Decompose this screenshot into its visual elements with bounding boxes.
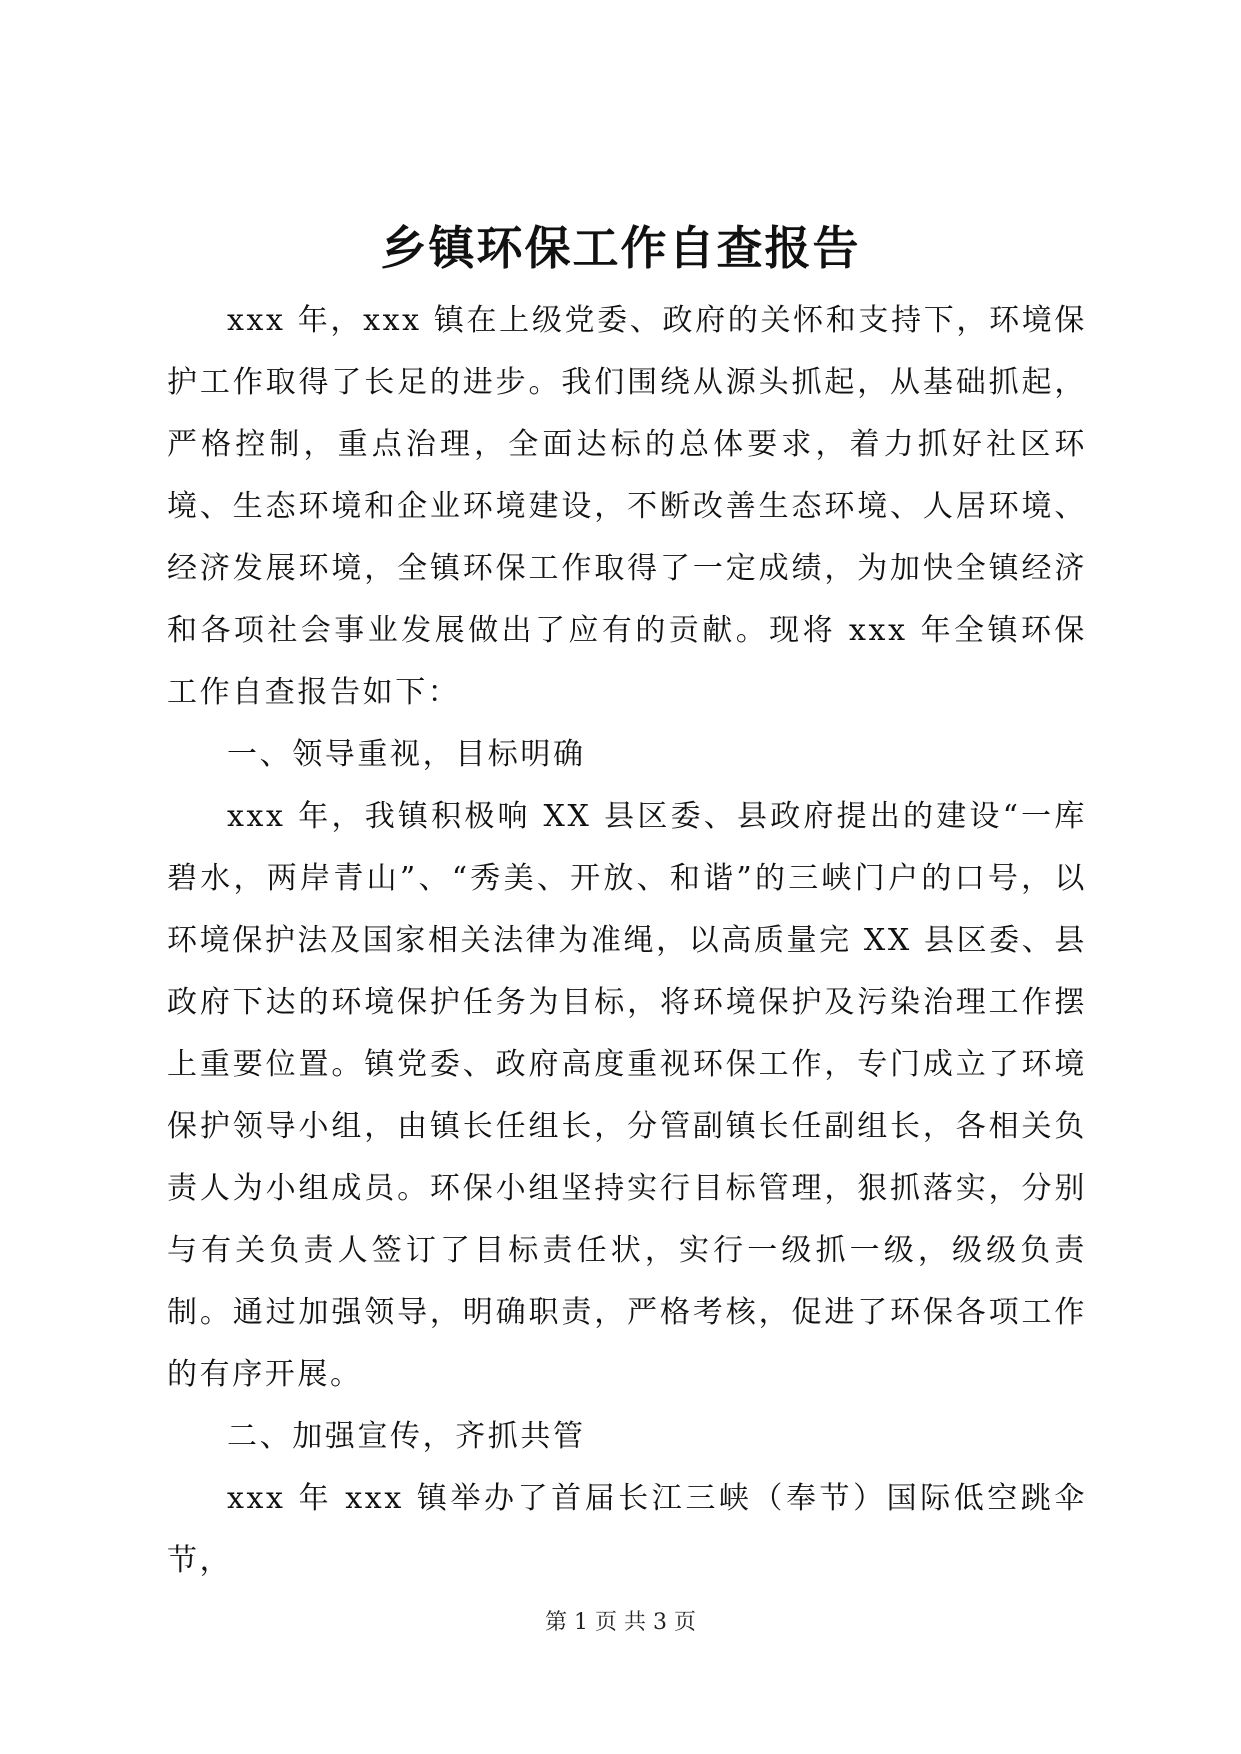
document-body xyxy=(167,290,1087,1592)
section-1-paragraph: xxx 年，我镇积极响 XX 县区委、县政府提出的建设“一库碧水，两岸青山”、“秀美、开放、和谐”的三峡门户的口号，以环境保护法及国家相关法律为准绳，以高质量完 XX 县区委、县政府下达的环境保护任务为目标，将环境保护及污染治理工作摆上重要位置。镇党委、政府高度重视环保工作，专门成立了环境保护领导小组，由镇长任组长，分管副镇长任副组长，各相关负责人为小组成员。环保小组坚持实行目标管理，狠抓落实，分别与有关负责人签订了目标责任状，实行一级抓一级，级级负责制。通过加强领导，明确职责，严格考核，促进了环保各项工作的有序开展。 xyxy=(167,799,1087,1392)
section-heading-2: 二、加强宣传，齐抓共管 xyxy=(227,1419,586,1454)
section-2-paragraph: xxx 年 xxx 镇举办了首届长江三峡（奉节）国际低空跳伞节， xyxy=(167,1481,1087,1578)
section-heading-1: 一、领导重视，目标明确 xyxy=(227,737,586,772)
document-title: 乡镇环保工作自查报告 xyxy=(380,221,861,275)
intro-paragraph: xxx 年，xxx 镇在上级党委、政府的关怀和支持下，环境保护工作取得了长足的进步。我们围绕从源头抓起，从基础抓起，严格控制，重点治理，全面达标的总体要求，着力抓好社区环境、生态环境和企业环境建设，不断改善生态环境、人居环境、经济发展环境，全镇环保工作取得了一定成绩，为加快全镇经济和各项社会事业发展做出了应有的贡献。现将 xxx 年全镇环保工作自查报告如下： xyxy=(167,303,1087,710)
page-footer: 第 1 页 共 3 页 xyxy=(545,1610,696,1635)
